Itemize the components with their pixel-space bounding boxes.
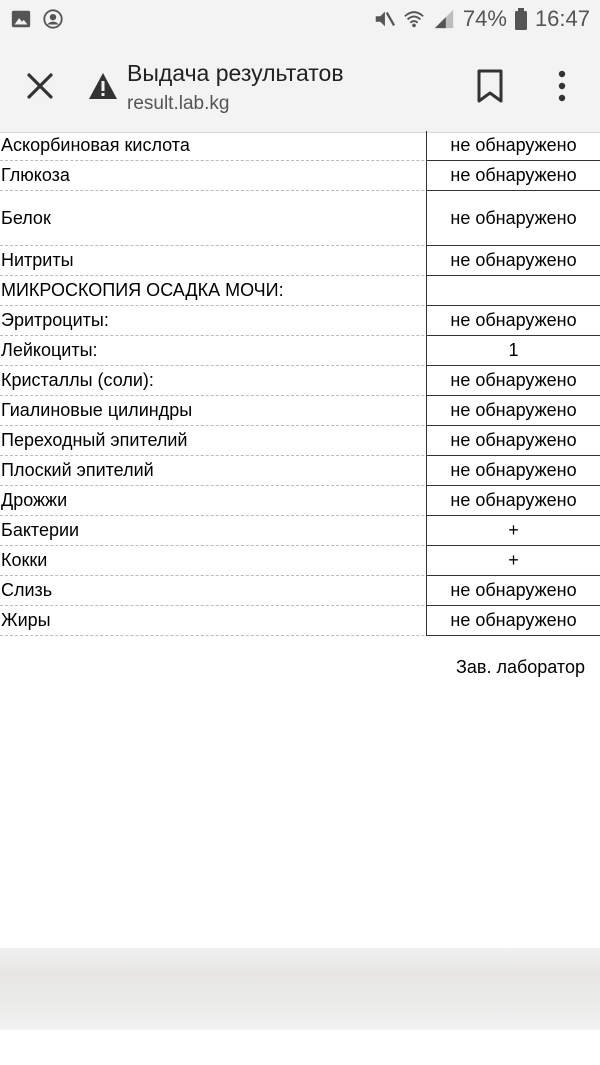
table-row <box>0 456 600 486</box>
table-row <box>0 576 600 606</box>
page-title: Выдача результатов <box>127 60 344 86</box>
table-row <box>0 426 600 456</box>
table-row <box>0 131 600 161</box>
test-value: не обнаружено <box>426 486 600 516</box>
signal-icon <box>433 8 455 30</box>
test-name: Белок <box>1 207 51 228</box>
blurred-footer-area <box>0 948 600 1030</box>
test-name: Бактерии <box>1 520 80 540</box>
page-url[interactable]: result.lab.kg <box>127 93 230 114</box>
table-row <box>0 516 600 546</box>
more-vert-icon[interactable] <box>552 68 572 104</box>
test-name: Глюкоза <box>1 165 70 185</box>
test-name: Переходный эпителий <box>1 430 188 450</box>
table-row <box>0 486 600 516</box>
table-row <box>0 396 600 426</box>
close-icon[interactable] <box>22 68 58 104</box>
test-name: Плоский эпителий <box>1 460 154 480</box>
test-value: не обнаружено <box>426 396 600 426</box>
results-table <box>0 131 600 636</box>
table-row <box>0 366 600 396</box>
section-title: МИКРОСКОПИЯ ОСАДКА МОЧИ: <box>1 280 284 300</box>
custom-tab-toolbar <box>0 40 600 133</box>
test-name: Лейкоциты: <box>1 340 98 360</box>
test-value: не обнаружено <box>426 306 600 336</box>
table-row <box>0 306 600 336</box>
test-name: Аскорбиновая кислота <box>1 135 190 155</box>
battery-icon <box>515 8 527 30</box>
table-row <box>0 191 600 246</box>
test-value: не обнаружено <box>426 426 600 456</box>
status-bar <box>0 0 600 40</box>
clock: 16:47 <box>534 6 590 31</box>
table-row <box>0 546 600 576</box>
test-value <box>426 276 600 306</box>
signature-label: Зав. лаборатор <box>456 657 585 677</box>
warning-icon[interactable] <box>88 72 118 100</box>
table-row <box>0 336 600 366</box>
bookmark-icon[interactable] <box>476 68 504 104</box>
mute-icon <box>373 8 395 30</box>
test-value: не обнаружено <box>426 576 600 606</box>
test-name: Дрожжи <box>1 490 68 510</box>
test-name: Кристаллы (соли): <box>1 370 154 390</box>
battery-percent: 74% <box>462 6 507 31</box>
table-row <box>0 161 600 191</box>
test-value: + <box>426 516 600 546</box>
test-name: Нитриты <box>1 250 74 270</box>
test-name: Гиалиновые цилиндры <box>1 400 193 420</box>
test-value: не обнаружено <box>426 456 600 486</box>
table-row <box>0 606 600 636</box>
test-value: не обнаружено <box>426 191 600 246</box>
test-value: не обнаружено <box>426 366 600 396</box>
test-name: Эритроциты: <box>1 310 109 330</box>
test-value: не обнаружено <box>426 161 600 191</box>
test-name: Слизь <box>1 580 53 600</box>
table-row-section-header <box>0 276 600 306</box>
wifi-icon <box>403 8 425 30</box>
test-value: + <box>426 546 600 576</box>
test-name: Кокки <box>1 550 48 570</box>
test-value: 1 <box>426 336 600 366</box>
test-value: не обнаружено <box>426 131 600 161</box>
test-name: Жиры <box>1 610 51 630</box>
test-value: не обнаружено <box>426 246 600 276</box>
test-value: не обнаружено <box>426 606 600 636</box>
account-icon <box>42 8 64 30</box>
table-row <box>0 246 600 276</box>
gallery-icon <box>10 8 32 30</box>
